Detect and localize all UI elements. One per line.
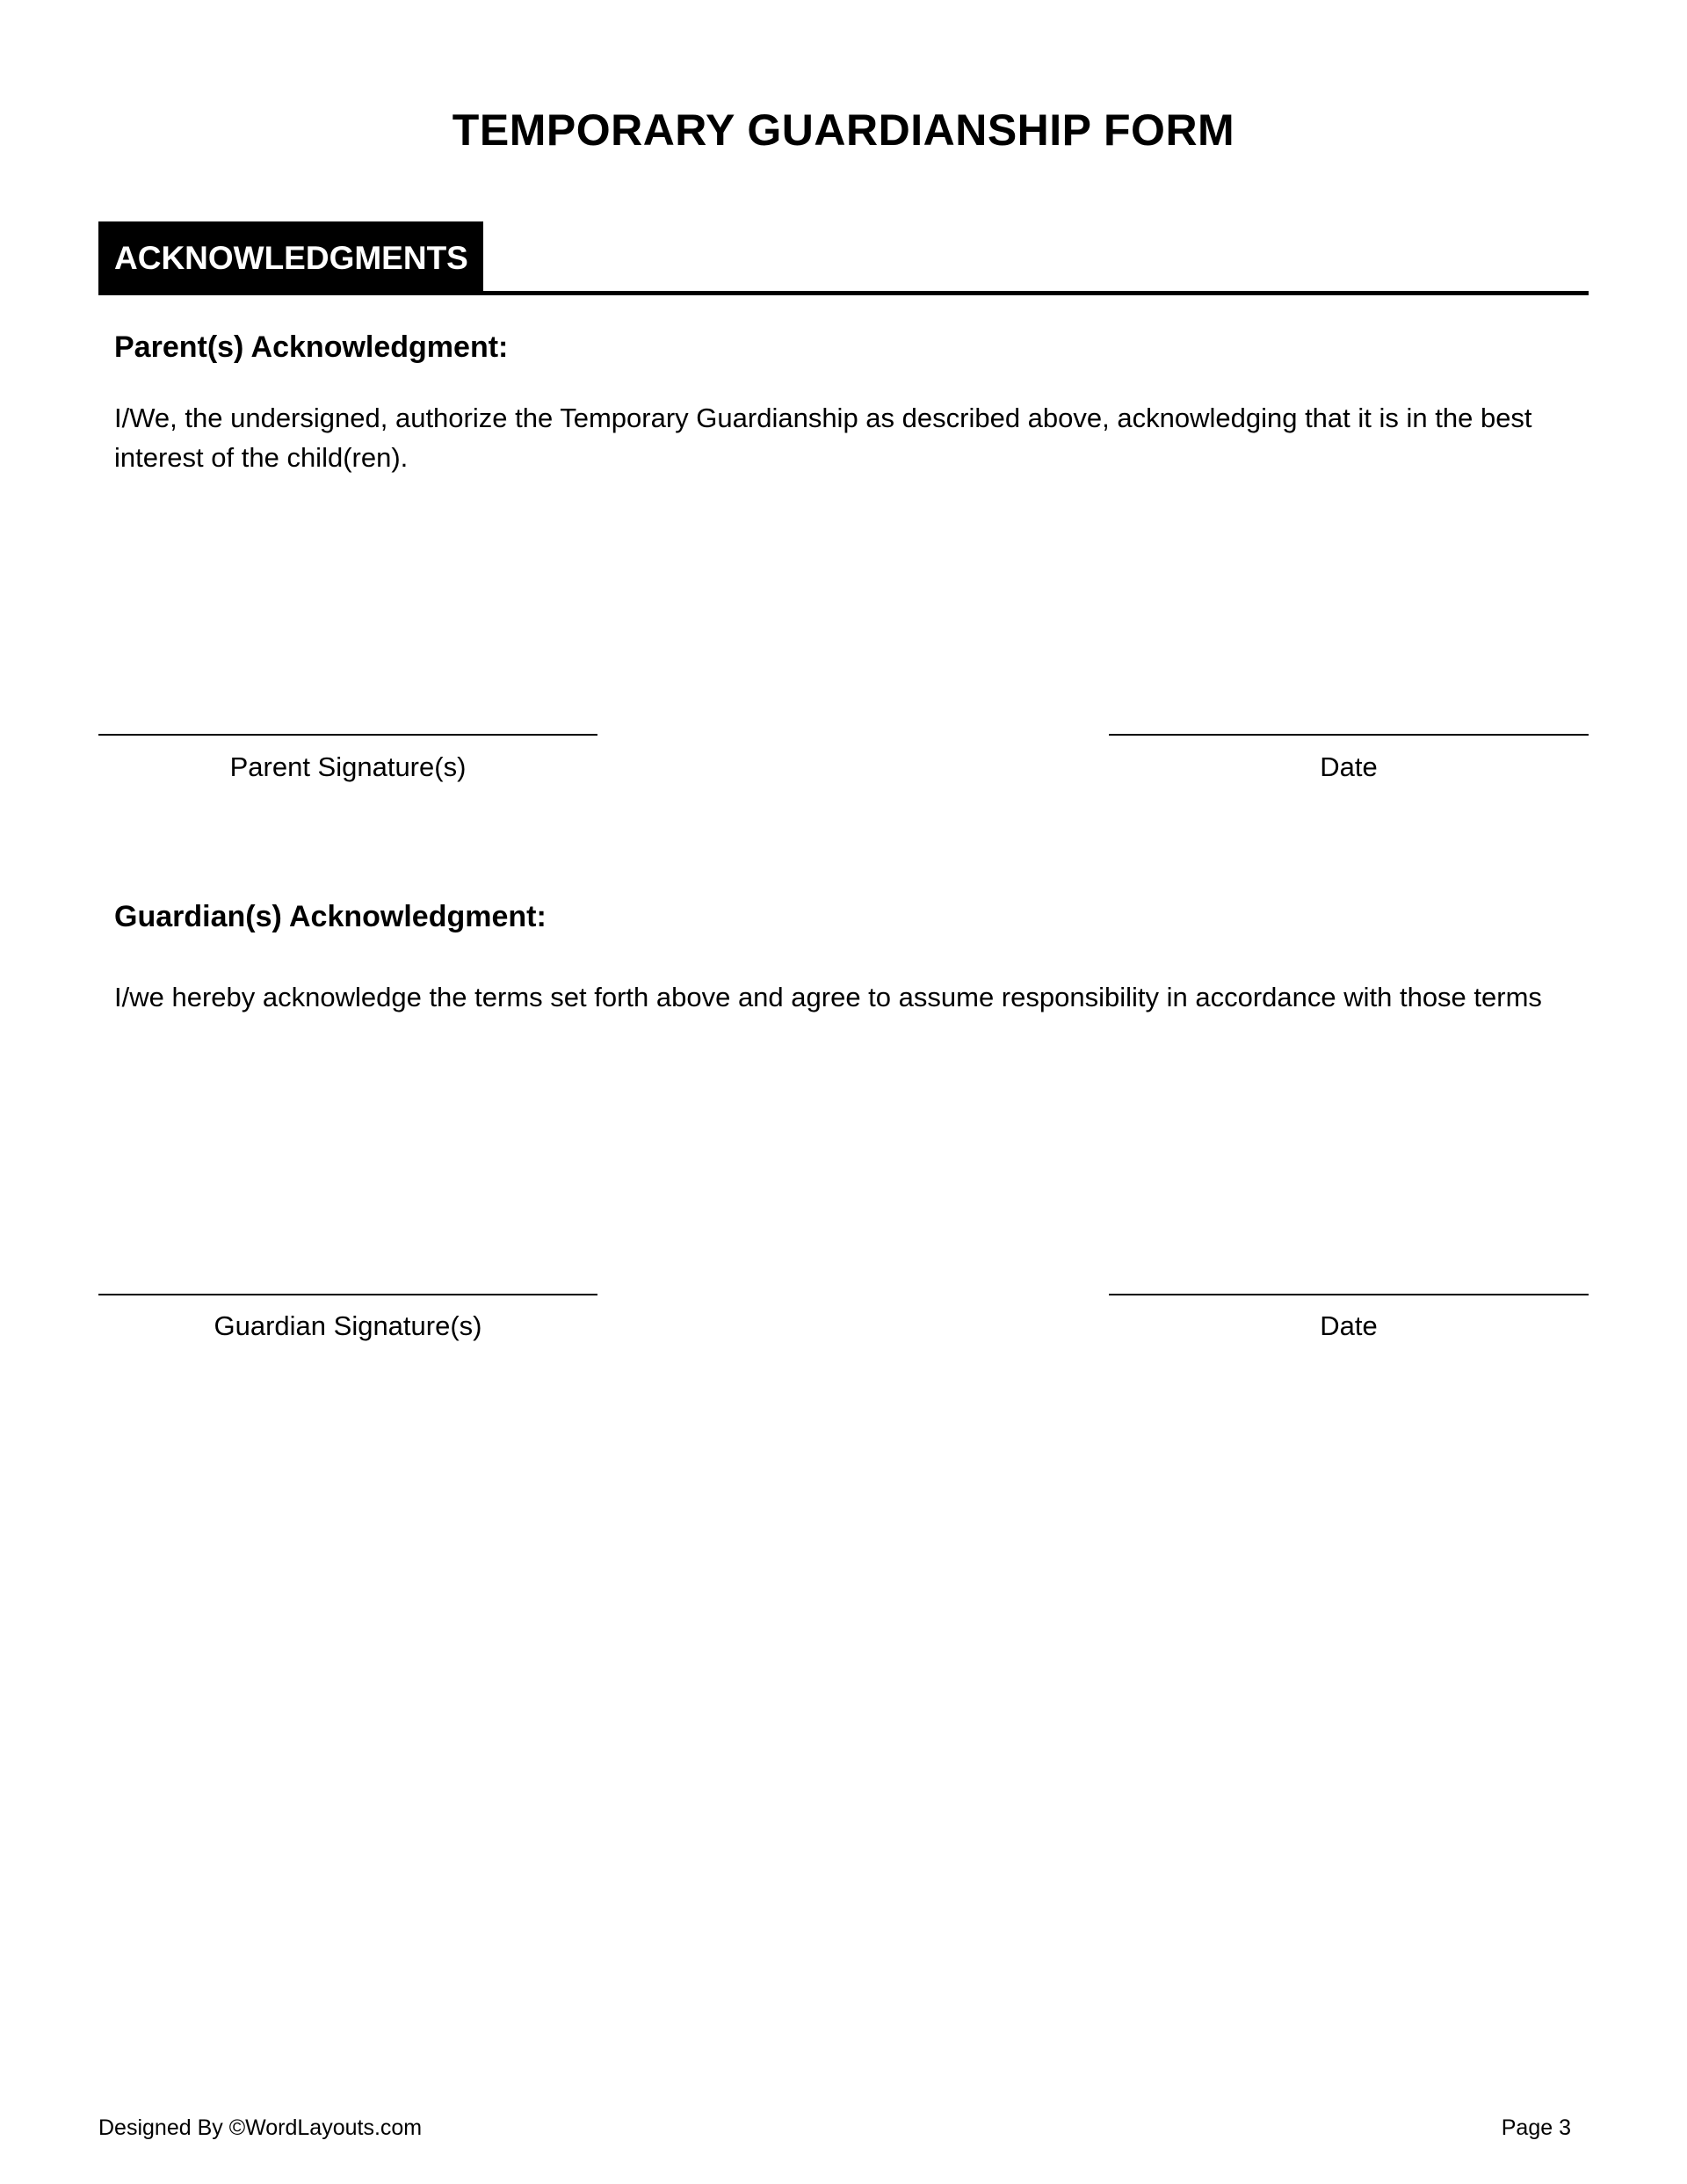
parent-date-label: Date [1320,751,1378,782]
footer-credit: Designed By ©WordLayouts.com [98,2115,423,2140]
guardian-date-label: Date [1320,1310,1378,1341]
guardian-acknowledgment-text: I/we hereby acknowledge the terms set forth above and agree to assume responsibility in accordance with those terms [114,982,1542,1012]
parent-signature-label: Parent Signature(s) [229,751,467,782]
parent-acknowledgment-heading: Parent(s) Acknowledgment: [114,330,509,364]
section-divider [98,291,1589,295]
guardian-signature-label: Guardian Signature(s) [214,1310,482,1341]
page-title: TEMPORARY GUARDIANSHIP FORM [452,105,1235,155]
guardian-acknowledgment-heading: Guardian(s) Acknowledgment: [114,900,547,933]
parent-date-line[interactable] [1109,734,1589,736]
parent-signature-line[interactable] [98,734,597,736]
section-header-acknowledgments [98,221,483,294]
page-number: Page 3 [1501,2115,1571,2140]
section-header-label: ACKNOWLEDGMENTS [114,240,468,276]
guardian-date-line[interactable] [1109,1294,1589,1295]
parent-acknowledgment-text: I/We, the undersigned, authorize the Temporary Guardianship as described above, acknowledging that it is in the best interest of the child(ren). [114,403,1532,473]
guardian-signature-line[interactable] [98,1294,597,1295]
